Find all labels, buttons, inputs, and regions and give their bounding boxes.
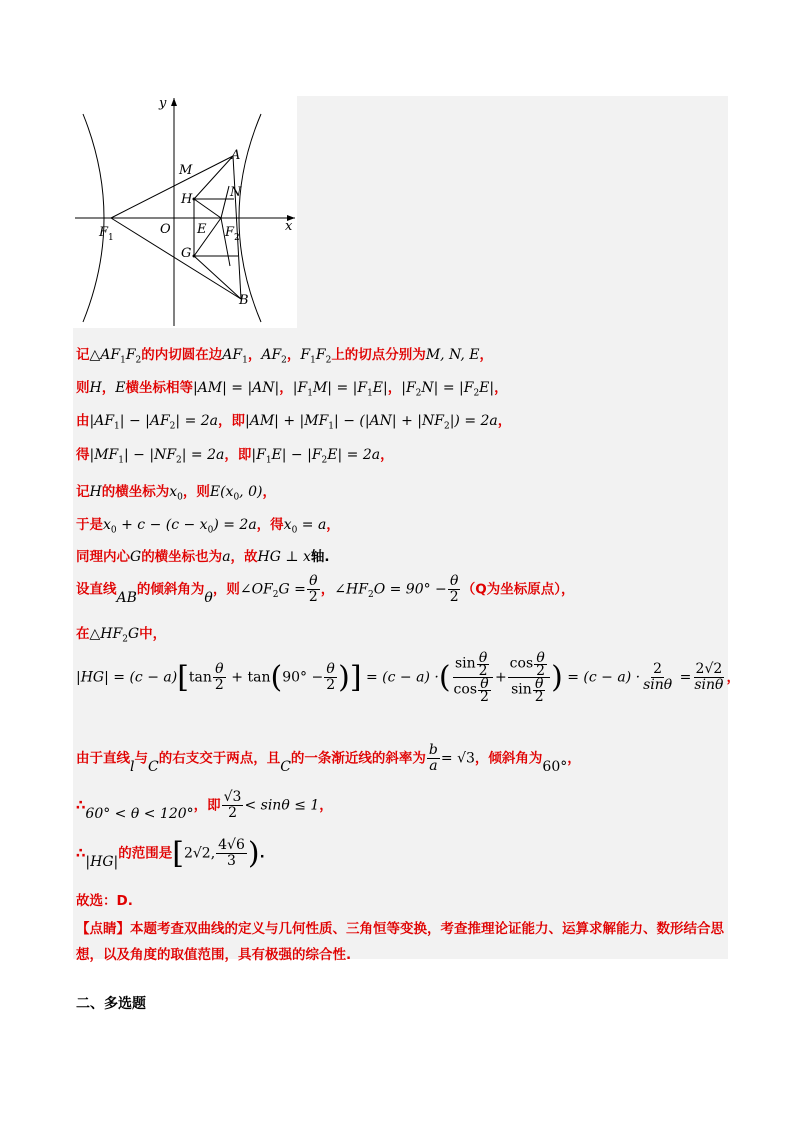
fraction-theta-over-2-b: $\frac{\theta}{2}$ bbox=[449, 573, 459, 605]
segment-GB bbox=[194, 256, 241, 299]
segment-F2-upper bbox=[221, 186, 229, 218]
solution-line-2: 则H，E横坐标相等|AM| = |AN|，$|F_1M| = |F_1E|$，$|F_2N| = |F_2E|$， bbox=[76, 380, 508, 399]
segment-HF2 bbox=[194, 199, 221, 218]
solution-line-9: 在$\triangle HF_2G$中， bbox=[76, 626, 167, 645]
label-F2: F bbox=[225, 225, 235, 240]
solution-line-13: ∴|HG|的范围是[2√2, $\frac{4√6}{3}$ ). bbox=[76, 836, 265, 871]
comment-tag: 【点睛】 bbox=[76, 921, 130, 937]
comment-text: 本题考查双曲线的定义与几何性质、三角恒等变换，考查推理论证能力、运算求解能力、数形结合思想，以及角度的取值范围，具有极强的综合性. bbox=[76, 921, 724, 963]
hyperbola-diagram bbox=[73, 96, 297, 328]
point-G bbox=[193, 255, 196, 258]
solution-line-1: 记$\triangle AF_1F_2$的内切圆在边$AF_1$，$AF_2$，$F_1F_2$上的切点分别为M, N, E， bbox=[76, 347, 494, 366]
label-O: O bbox=[160, 222, 171, 237]
label-A: A bbox=[231, 148, 241, 163]
solution-line-8: 设直线AB的倾斜角为θ，则$\angle OF_2G$ = $\frac{\theta}{2}$ ，$\angle HF_2O = 90^\circ$ − $\frac{\theta}{2}$ （Q为坐标原点）， bbox=[76, 573, 575, 606]
fraction-theta-over-2: $\frac{\theta}{2}$ bbox=[308, 573, 318, 605]
label-B: B bbox=[239, 293, 249, 308]
solution-line-12: ∴60° < θ < 120°，即 $\frac{√3}{2}$ < sinθ ≤ 1， bbox=[76, 789, 333, 822]
answer-line: 故选：D. bbox=[76, 893, 133, 909]
label-y: y bbox=[159, 96, 167, 111]
fraction-cos-over-sin: cos $\frac{\theta}{2}$ sin $\frac{\theta}{2}$ bbox=[508, 652, 550, 703]
solution-line-11: 由于直线l与C的右支交于两点，且C的一条渐近线的斜率为 $\frac{b}{a}$ = √3，倾斜角为60°， bbox=[76, 742, 581, 775]
label-F2-sub: 2 bbox=[234, 233, 240, 243]
label-x: x bbox=[285, 219, 293, 234]
solution-line-10-formula: |HG| = (c − a)[tan $\frac{\theta}{2}$ + tan(90° − $\frac{\theta}{2}$ )] = (c − a) ·( sin $\frac{\theta}{2}$ cos $\frac{\theta}{2}$ + cos $\frac{\theta}{2}$ sin $\frac{\theta}{2}$ ) = (c − a) · $\frac{2}{\sin\theta}$ = $\frac{2√2}{\sin\theta}$ ， bbox=[76, 650, 740, 705]
solution-line-3: 由$|AF_1| - |AF_2| = 2a$，即$|AM| + |MF_1| - (|AN| + |NF_2|) = 2a$， bbox=[76, 413, 512, 432]
label-F1: F bbox=[99, 225, 109, 240]
segment-F1A bbox=[111, 156, 233, 218]
label-E: E bbox=[197, 222, 207, 237]
fraction-sin-over-cos: sin $\frac{\theta}{2}$ cos $\frac{\theta}{2}$ bbox=[452, 652, 494, 703]
solution-line-4: 得$|MF_1| - |NF_2| = 2a$，即$|F_1E| - |F_2E| = 2a$， bbox=[76, 447, 394, 466]
point-H bbox=[193, 198, 196, 201]
segment-AB bbox=[233, 156, 241, 299]
solution-line-5: 记H的横坐标为$x_0$，则$E(x_0$, 0)， bbox=[76, 484, 276, 503]
hyperbola-figure bbox=[73, 96, 297, 328]
comment-block bbox=[76, 916, 724, 968]
label-H: H bbox=[181, 192, 193, 207]
y-axis-arrow bbox=[171, 98, 177, 106]
label-G: G bbox=[181, 246, 192, 261]
label-M: M bbox=[179, 163, 193, 178]
solution-line-6: 于是$x_0 + c - (c - x_0) = 2a$，得$x_0 = a$， bbox=[76, 517, 340, 536]
solution-line-7: 同理内心G的横坐标也为a，故HG ⊥ x轴. bbox=[76, 549, 330, 565]
section-heading: 二、多选题 bbox=[76, 996, 146, 1012]
label-N: N bbox=[230, 185, 242, 200]
segment-F1B bbox=[111, 218, 241, 299]
label-F1-sub: 1 bbox=[108, 233, 114, 243]
